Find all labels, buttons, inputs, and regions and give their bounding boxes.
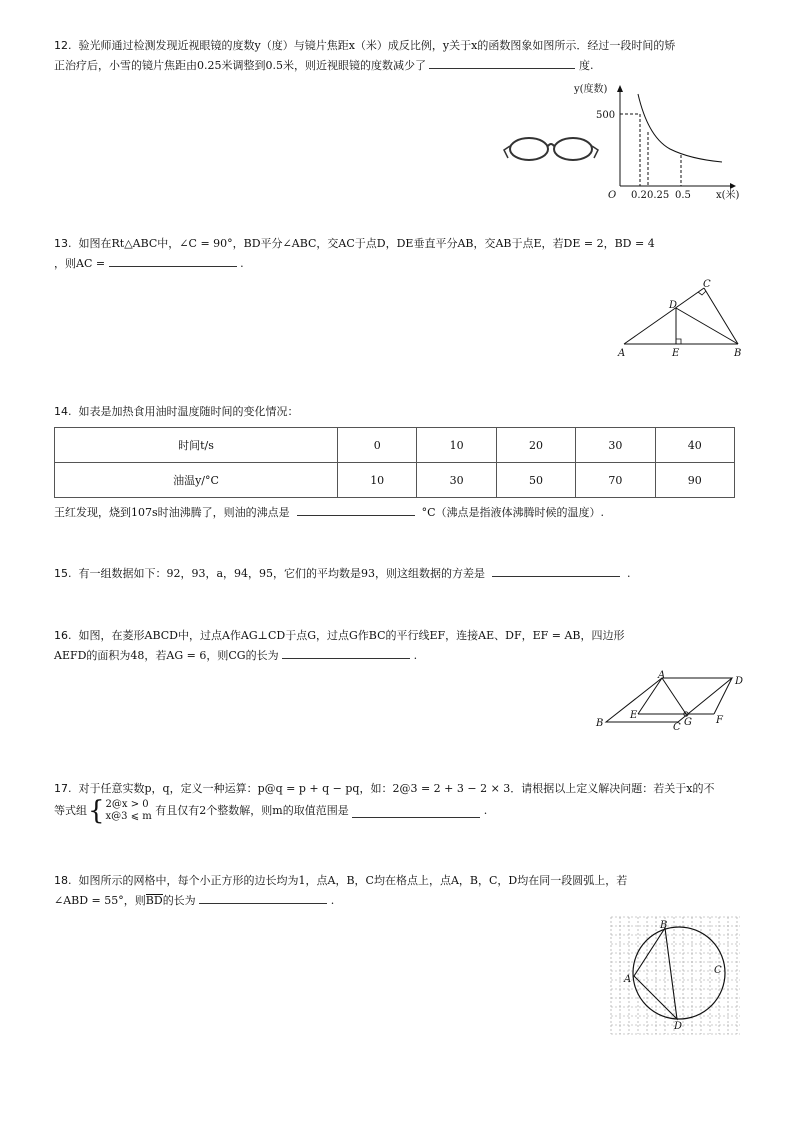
q17-answer-blank[interactable] [352,805,480,818]
q16-text-1: 如图，在菱形ABCD中，过点A作AG⊥CD于点G，过点G作BC的平行线EF，连接AE、DF，EF = AB，四边形 [78,629,625,642]
q16-text-2: AEFD的面积为48，若AG = 6，则CG的长为 [54,649,279,662]
x-tick-0-5: 0.5 [675,190,691,201]
hyperbola-curve [638,94,722,162]
q18-answer-blank[interactable] [199,891,327,904]
q17-inequality-system [106,799,152,823]
q13-label-C: C [703,279,711,290]
q17-line1 [54,779,744,799]
q13-number: 13. [54,237,72,250]
q13-text-1: 如图在Rt△ABC中，∠C = 90°，BD平分∠ABC，交AC于点D，DE垂直平分AB，交AB于点E，若DE = 2，BD = 4 [78,237,655,250]
table-cell: 10 [338,463,417,498]
q12-function-graph [560,82,740,202]
table-header-temperature: 油温y/°C [55,463,338,498]
q18-label-B: B [660,920,668,931]
table-cell: 0 [338,428,417,463]
q17-inequality-1: 2@x > 0 [105,799,149,810]
q17-text-4: . [483,804,488,817]
question-14-answer-line [54,503,604,523]
q14-text-2: °C（沸点是指液体沸腾时候的温度）. [421,506,605,519]
q18-label-A: A [624,974,632,985]
question-12 [54,36,744,76]
table-cell: 70 [576,463,655,498]
q18-label-C: C [714,965,722,976]
q15-end: . [627,567,631,580]
table-cell: 50 [496,463,575,498]
q18-text-2: ∠ABD = 55°，则 [54,894,146,907]
q18-text-1: 如图所示的网格中，每个小正方形的边长均为1，点A，B，C均在格点上，点A，B，C，D均在同一段圆弧上，若 [78,874,628,887]
q16-rhombus-figure [592,672,752,734]
q15-number: 15. [54,567,72,580]
table-header-time: 时间t/s [55,428,338,463]
y-tick-500: 500 [596,110,616,121]
q12-answer-blank[interactable] [429,56,575,69]
q16-label-F: F [716,715,723,726]
q16-line2 [54,646,744,666]
question-16 [54,626,744,666]
q16-label-B: B [596,718,604,729]
q13-line1 [54,234,744,254]
q16-label-E: E [630,710,638,721]
table-row-temperature [55,463,735,498]
q17-text-3: 有且仅有2个整数解，则m的取值范围是 [155,804,349,817]
q13-triangle-figure [614,278,754,360]
q14-text-1: 王红发现，烧到107s时油沸腾了，则油的沸点是 [54,506,290,519]
question-17 [54,779,744,826]
q18-grid-figure [610,916,742,1034]
q14-answer-blank[interactable] [297,503,415,516]
question-14-intro [54,402,299,422]
q16-answer-blank[interactable] [282,646,410,659]
q12-text-3: 度. [578,59,594,72]
q14-number: 14. [54,405,72,418]
q17-text-2: 等式组 [54,804,87,817]
q18-text-3: 的长为 [162,894,196,907]
q18-label-D: D [674,1021,683,1032]
q18-number: 18. [54,874,72,887]
q13-label-E: E [672,348,680,359]
q13-label-B: B [734,348,742,359]
x-tick-0-2: 0.2 [631,190,647,201]
q12-line1 [54,36,744,56]
q12-line2 [54,56,744,76]
table-cell: 30 [417,463,496,498]
q13-label-A: A [618,348,626,359]
q18-line1 [54,871,744,891]
x-tick-0-25: 0.25 [647,190,670,201]
q13-answer-blank[interactable] [109,254,237,267]
q16-label-C: C [673,722,681,733]
q14-temperature-table [54,427,735,498]
q17-number: 17. [54,782,72,795]
q16-line1 [54,626,744,646]
q12-text-1: 验光师通过检测发现近视眼镜的度数y（度）与镜片焦距x（米）成反比例，y关于x的函数图象如图所示．经过一段时间的矫 [78,39,676,52]
q17-text-1: 对于任意实数p，q，定义一种运算：p@q = p + q − pq，如：2@3 = 2 + 3 − 2 × 3．请根据以上定义解决问题：若关于x的不 [78,782,715,795]
question-13 [54,234,744,274]
q15-answer-blank[interactable] [492,564,620,577]
table-cell: 10 [417,428,496,463]
q14-intro-text: 如表是加热食用油时温度随时间的变化情况： [78,405,299,418]
q17-line2 [54,796,744,826]
table-row-time [55,428,735,463]
question-18 [54,871,744,911]
q17-inequality-2: x@3 ⩽ m [105,811,152,822]
q17-brace: { [88,796,105,826]
y-axis-label: y(度数) [574,84,608,95]
question-15 [54,564,631,584]
q16-label-G: G [684,717,692,728]
q13-text-3: . [240,257,244,270]
q16-label-A: A [658,670,666,681]
q16-label-D: D [735,676,744,687]
origin-label: O [608,190,617,201]
x-axis-label: x(米) [716,190,740,201]
table-cell: 90 [655,463,734,498]
q13-label-D: D [669,300,678,311]
q15-text: 有一组数据如下：92，93，a，94，95，它们的平均数是93，则这组数据的方差是 [78,567,486,580]
q18-arc-notation: BD [145,894,163,907]
q12-text-2: 正治疗后，小雪的镜片焦距由0.25米调整到0.5米，则近视眼镜的度数减少了 [54,59,426,72]
q12-number: 12. [54,39,72,52]
q16-text-3: . [413,649,418,662]
q16-number: 16. [54,629,72,642]
q13-line2 [54,254,744,274]
table-cell: 30 [576,428,655,463]
table-cell: 20 [496,428,575,463]
table-cell: 40 [655,428,734,463]
q18-line2 [54,891,744,911]
q13-text-2: ，则AC = [54,257,106,270]
q18-text-4: . [330,894,335,907]
